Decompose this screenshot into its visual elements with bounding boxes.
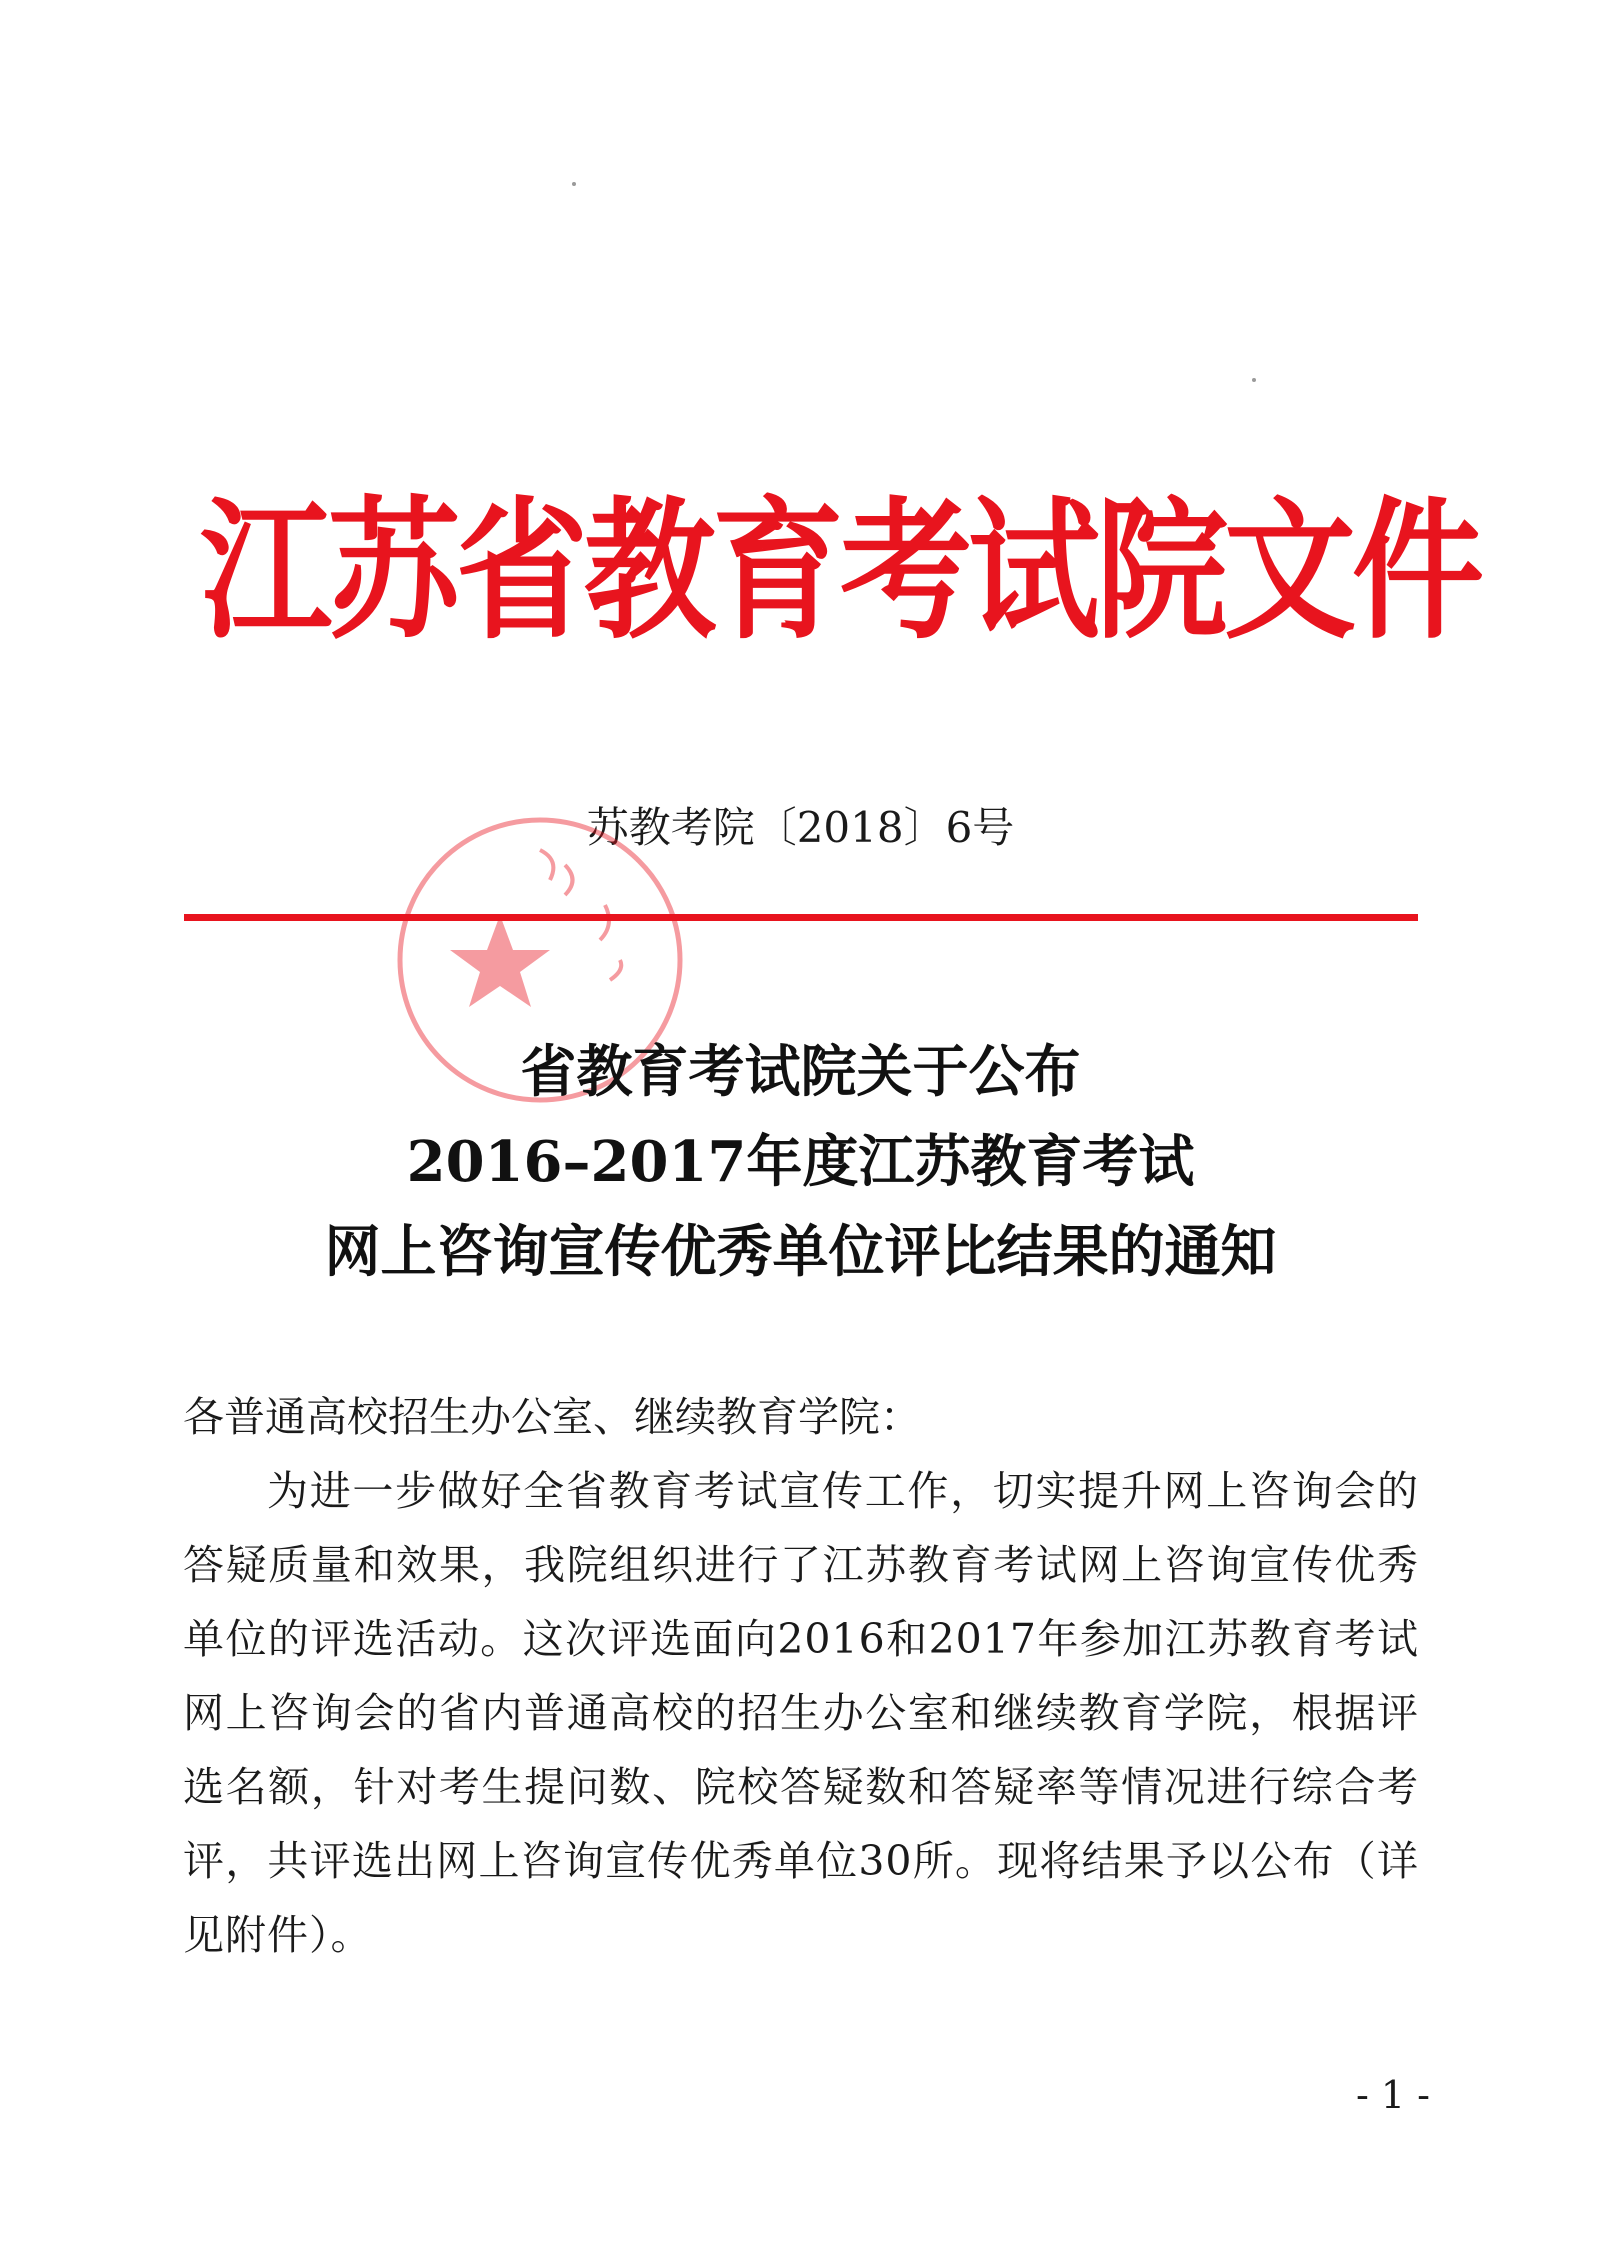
- title-line-2: 2016–2017年度江苏教育考试: [406, 1129, 1195, 1195]
- document-number: 苏教考院〔2018〕6号: [586, 803, 1015, 852]
- document-body: [183, 1380, 1419, 1972]
- masthead-title: 江苏省教育考试院文件: [200, 483, 1480, 661]
- title-line-1: 省教育考试院关于公布: [520, 1039, 1081, 1105]
- header-red-rule: [184, 914, 1418, 921]
- page-number: - 1 -: [1355, 2073, 1430, 2117]
- body-paragraph: 为进一步做好全省教育考试宣传工作，切实提升网上咨询会的答疑质量和效果，我院组织进行了江苏教育考试网上咨询宣传优秀单位的评选活动。这次评选面向2016和2017年参加江苏教育考试网上咨询会的省内普通高校的招生办公室和继续教育学院，根据评选名额，针对考生提问数、院校答疑数和答疑率等情况进行综合考评，共评选出网上咨询宣传优秀单位30所。现将结果予以公布（详见附件）。: [183, 1467, 1419, 1959]
- scan-speck: [572, 182, 576, 186]
- salutation: 各普通高校招生办公室、继续教育学院：: [183, 1393, 921, 1441]
- document-title: [0, 1027, 1601, 1297]
- title-line-3: 网上咨询宣传优秀单位评比结果的通知: [324, 1219, 1277, 1285]
- seal-star-icon: [450, 915, 550, 1007]
- scan-speck: [1252, 378, 1256, 382]
